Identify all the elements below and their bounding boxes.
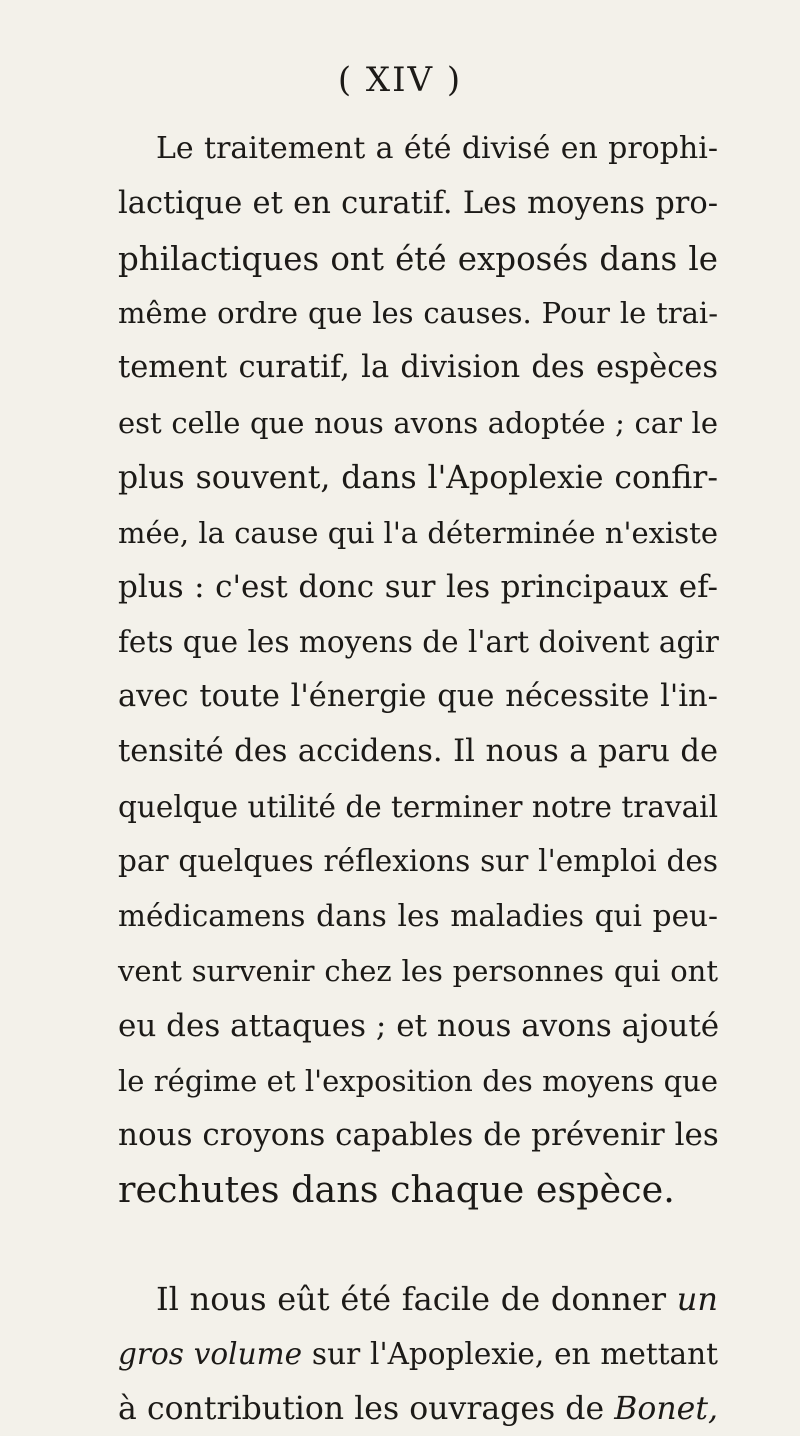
- body-text: [118, 122, 718, 1436]
- italic-text: Bonet,: [614, 1390, 718, 1427]
- text-line: eu des attaques ; et nous avons ajouté: [118, 1007, 720, 1044]
- text-line: médicamens dans les maladies qui peu-: [118, 899, 718, 934]
- text-line: quelque utilité de terminer notre travail: [118, 789, 719, 824]
- text-line: [118, 1382, 718, 1436]
- paragraph-gap: [118, 1218, 718, 1272]
- text-line: nous croyons capables de prévenir les: [118, 1117, 719, 1154]
- text-line: est celle que nous avons adoptée ; car le: [118, 405, 718, 440]
- text-segment: Il nous eût été facile de donner: [156, 1279, 677, 1318]
- text-line: [118, 1272, 718, 1327]
- text-line: tensité des accidens. Il nous a paru de: [118, 733, 718, 769]
- text-line: rechutes dans chaque espèce.: [118, 1168, 675, 1212]
- text-line: lactique et en curatif. Les moyens pro-: [118, 185, 718, 221]
- text-line: le régime et l'exposition des moyens que: [118, 1063, 718, 1098]
- text-line: Le traitement a été divisé en prophi-: [156, 131, 718, 166]
- text-line: plus souvent, dans l'Apoplexie confir-: [118, 459, 718, 496]
- text-line: mée, la cause qui l'a déterminée n'existe: [118, 515, 718, 550]
- text-line: [118, 1327, 718, 1382]
- text-segment: à contribution les ouvrages de: [118, 1390, 615, 1427]
- text-segment: sur l'Apoplexie, en mettant: [302, 1336, 719, 1371]
- italic-text: un: [676, 1279, 718, 1318]
- italic-text: gros volume: [118, 1336, 303, 1371]
- page-folio: ( XIV ): [337, 60, 463, 100]
- text-line: même ordre que les causes. Pour le trai-: [118, 296, 718, 331]
- text-line: philactiques ont été exposés dans le: [118, 239, 718, 278]
- text-line: plus : c'est donc sur les principaux ef-: [118, 569, 718, 606]
- text-line: vent survenir chez les personnes qui ont: [118, 953, 718, 988]
- text-line: avec toute l'énergie que nécessite l'in-: [118, 678, 718, 714]
- text-line: tement curatif, la division des espèces: [118, 350, 718, 386]
- text-line: par quelques réflexions sur l'emploi des: [118, 844, 718, 879]
- text-line: fets que les moyens de l'art doivent agir: [118, 625, 719, 660]
